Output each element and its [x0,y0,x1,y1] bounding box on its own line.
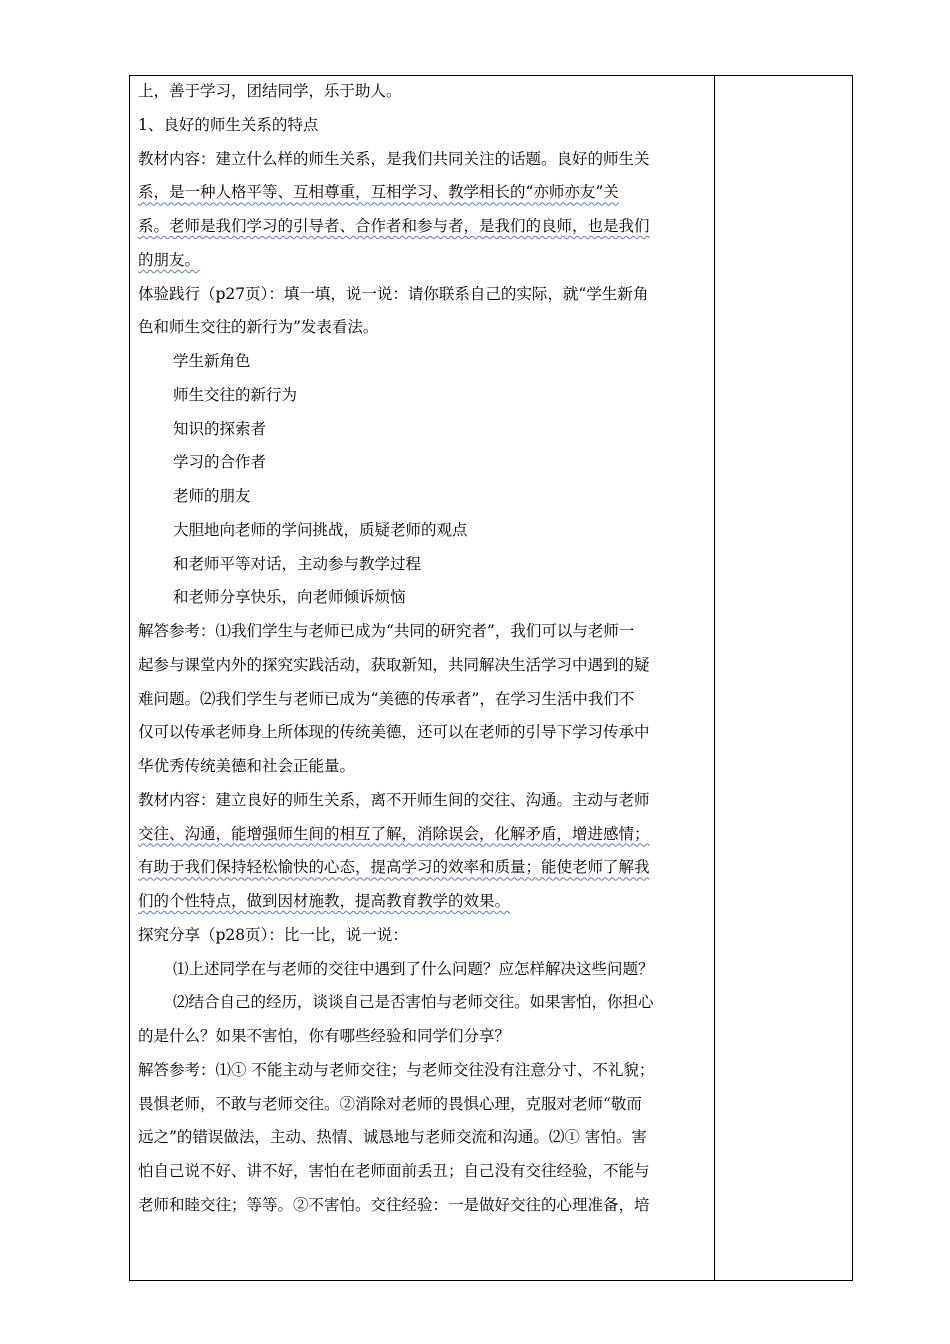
text-line [138,345,710,379]
text-line [138,109,710,143]
lesson-content [138,75,710,1223]
text-line [138,784,710,818]
text-line [138,851,710,885]
text-line [138,683,710,717]
text-line-content: 们的个性特点，做到因材施教，提高教育教学的效果。 [138,892,511,910]
text-line [138,514,710,548]
text-line-content: 色和师生交往的新行为”发表看法。 [138,318,379,337]
text-line [138,210,710,244]
text-line-content: 畏惧老师，不敢与老师交往。②消除对老师的畏惧心理，克服对老师“敬而 [138,1094,642,1113]
text-line-content: 学生新角色 [173,352,251,370]
text-line-content: 交往、沟通，能增强师生间的相互了解，消除误会，化解矛盾，增进感情； [138,824,650,843]
text-line-content: 大胆地向老师的学问挑战，质疑老师的观点 [173,520,468,539]
text-line [138,278,710,312]
text-line-content: 老师的朋友 [173,487,251,505]
text-line [138,581,710,615]
text-line-content: 解答参考：⑴我们学生与老师已成为“共同的研究者”，我们可以与老师一 [138,622,635,640]
text-line-content: 上，善于学习，团结同学，乐于助人。 [138,82,402,100]
text-line [138,480,710,514]
text-line [138,413,710,447]
text-line-content: 1、良好的师生关系的特点 [138,115,319,134]
text-line-content: ⑴上述同学在与老师的交往中遇到了什么问题？应怎样解决这些问题？ [173,959,654,978]
text-line-content: 起参与课堂内外的探究实践活动，获取新知，共同解决生活学习中遇到的疑 [138,655,650,674]
text-line [138,1020,710,1054]
text-line [138,750,710,784]
text-line [138,176,710,210]
text-line-content: 系。老师是我们学习的引导者、合作者和参与者，是我们的良师，也是我们 [138,217,650,235]
column-divider [714,75,715,1281]
text-line-content: 知识的探索者 [173,419,267,438]
text-line-content: 探究分享（p28页）：比一比，说一说： [138,925,408,944]
text-line-content: ⑵结合自己的经历，谈谈自己是否害怕与老师交往。如果害怕，你担心 [173,993,654,1012]
text-line [138,311,710,345]
text-line-content: 学习的合作者 [173,453,267,472]
text-line-content: 的朋友。 [138,250,201,269]
text-line [138,379,710,413]
text-line [138,716,710,750]
text-line-content: 教材内容：建立什么样的师生关系，是我们共同关注的话题。良好的师生关 [138,149,650,168]
text-line [138,649,710,683]
text-line [138,885,710,919]
text-line [138,986,710,1020]
text-line-content: 怕自己说不好、讲不好，害怕在老师面前丢丑；自己没有交往经验，不能与 [138,1162,650,1180]
text-line-content: 的是什么？如果不害怕，你有哪些经验和同学们分享？ [138,1027,511,1045]
text-line-content: 系，是一种人格平等、互相尊重，互相学习、教学相长的“亦师亦友”关 [138,183,619,202]
text-line-content: 华优秀传统美德和社会正能量。 [138,757,356,775]
text-line-content: 老师和睦交往；等等。②不害怕。交往经验：一是做好交往的心理准备，培 [138,1195,650,1214]
text-line [138,919,710,953]
text-line [138,953,710,987]
text-line-content: 和老师平等对话，主动参与教学过程 [173,554,422,573]
text-line [138,548,710,582]
text-line [138,615,710,649]
text-line-content: 仅可以传承老师身上所体现的传统美德，还可以在老师的引导下学习传承中 [138,723,650,742]
text-line [138,1189,710,1223]
text-line-content: 难问题。⑵我们学生与老师已成为“美德的传承者”，在学习生活中我们不 [138,689,635,708]
text-line-content: 有助于我们保持轻松愉快的心态，提高学习的效率和质量；能使老师了解我 [138,858,650,877]
text-line [138,1121,710,1155]
text-line-content: 和老师分享快乐，向老师倾诉烦恼 [173,588,406,607]
text-line [138,244,710,278]
text-line [138,818,710,852]
text-line [138,446,710,480]
text-line [138,75,710,109]
text-line-content: 体验践行（p27页）：填一填，说一说：请你联系自己的实际，就“学生新角 [138,284,649,303]
text-line [138,1054,710,1088]
text-line [138,1088,710,1122]
text-line-content: 教材内容：建立良好的师生关系，离不开师生间的交往、沟通。主动与老师 [138,790,650,809]
text-line [138,1155,710,1189]
text-line-content: 师生交往的新行为 [173,385,298,404]
text-line-content: 远之”的错误做法，主动、热情、诚恳地与老师交流和沟通。⑵① 害怕。害 [138,1128,647,1147]
text-line [138,143,710,177]
text-line-content: 解答参考：⑴① 不能主动与老师交往；与老师交往没有注意分寸、不礼貌； [138,1060,655,1079]
